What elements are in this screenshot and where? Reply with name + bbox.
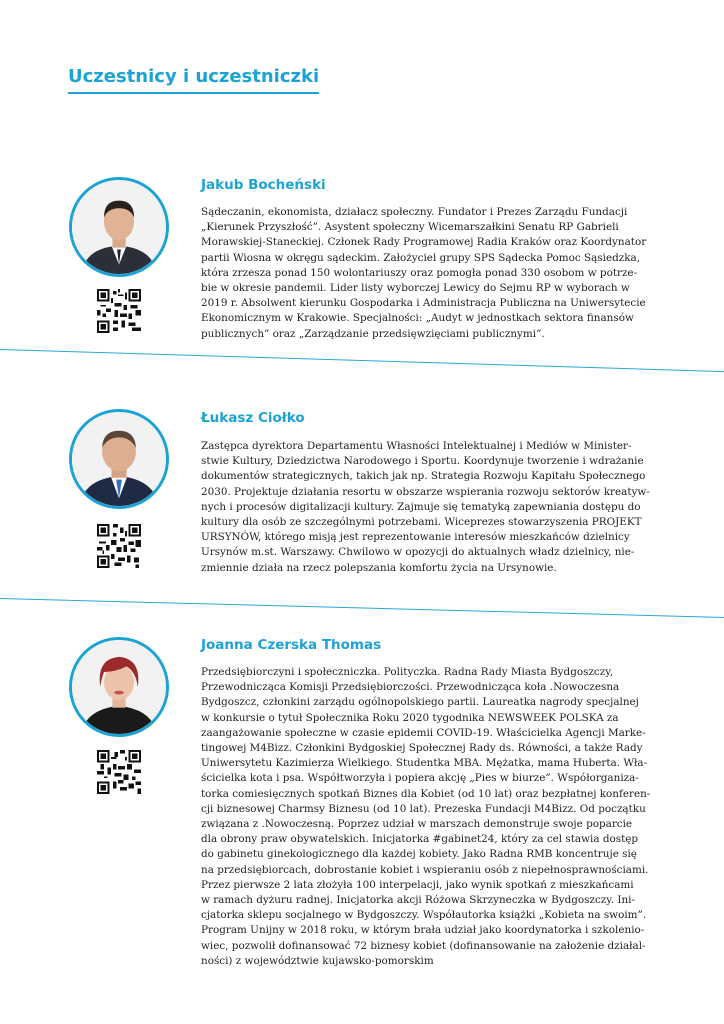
- avatar-photo: [69, 177, 169, 277]
- section-divider: [0, 349, 724, 373]
- participant-bio: Zastępca dyrektora Departamentu Własności Intelektualnej i Mediów w Minister- stwie Kultury, Dziedzictwa Narodowego i Sportu. Koordynuje tworzenie i wdrażanie dokumentów strategicznych, takich jak np. Strategia Rozwoju Kapitału Społecznego 2030. Projektuje działania resortu w obszarze wspierania rozwoju sektorów kreatyw- nych i procesów digitalizacji kultury. Zajmuje się tematyką zapewniania dostępu do kultury dla osób ze szczególnymi potrzebami. Wiceprezes stowarzyszenia PROJEKT URSYNÓW, którego misją jest reprezentowanie interesów mieszkańców dzielnicy Ursynów m.st. Warszawy. Chwilowo w opozycji do aktualnych władz dzielnicy, nie- zmiennie działa na rzecz polepszania komfortu życia na Ursynowie.: [201, 440, 650, 574]
- qr-code: [97, 524, 141, 568]
- participant-name: Łukasz Ciołko: [201, 410, 305, 426]
- participant-name: Joanna Czerska Thomas: [201, 637, 382, 653]
- section-divider: [0, 598, 724, 618]
- participant-bio: Sądeczanin, ekonomista, działacz społeczny. Fundator i Prezes Zarządu Fundacji „Kierunek Przyszłość”. Asystent społeczny Wicemarszałkini Senatu RP Gabrieli Morawskiej-Staneckiej. Członek Rady Programowej Radia Kraków oraz Koordynator partii Wiosna w okręgu sądeckim. Założyciel grupy SPS Sądecka Pomoc Sąsiedzka, która zrzesza ponad 150 wolontariuszy oraz pomogła ponad 330 osobom w potrze- bie w okresie pandemii. Lider listy wyborczej Lewicy do Sejmu RP w wyborach w 2019 r. Absolwent kierunku Gospodarka i Administracja Publiczna na Uniwersytecie Ekonomicznym w Krakowie. Specjalności: „Audyt w jednostkach sektora finansów publicznych” oraz „Zarządzanie przedsięwzięciami publicznymi”.: [201, 206, 647, 340]
- avatar-photo: [69, 409, 169, 509]
- qr-code: [97, 750, 141, 794]
- avatar-photo: [69, 637, 169, 737]
- participant-name: Jakub Bocheński: [201, 177, 326, 193]
- participant-bio: Przedsiębiorczyni i społeczniczka. Polityczka. Radna Rady Miasta Bydgoszczy, Przewodnicząca Komisji Przedsiębiorczości. Przewodnicząca koła .Nowoczesna Bydgoszcz, członkini zarządu ogólnopolskiego partii. Laureatka nagrody specjalnej w konkursie o tytuł Społecznika Roku 2020 tygodnika NEWSWEEK POLSKA za zaangażowanie społeczne w czasie epidemii COVID-19. Właścicielka Agencji Marke- tingowej M4Bizz. Członkini Bydgoskiej Społecznej Rady ds. Równości, a także Rady Uniwersytetu Kazimierza Wielkiego. Studentka MBA. Mężatka, mama Huberta. Wła- ścicielka kota i psa. Współtworzyła i popiera akcję „Pies w biurze”. Współorganiza- torka comiesięcznych spotkań Biznes dla Kobiet (od 10 lat) oraz bezpłatnej konferen- cji biznesowej Charmsy Biznesu (od 10 lat). Prezeska Fundacji M4Bizz. Od początku związana z .Nowoczesną. Poprzez udział w marszach demonstruje swoje poparcie dla obrony praw obywatelskich. Inicjatorka #gabinet24, który za cel stawia dostęp do gabinetu ginekologicznego dla każdej kobiety. Jako Radna RMB koncentruje się na przedsiębiorcach, dobrostanie kobiet i wspieraniu osób z niepełnosprawnościami. Przez pierwsze 2 lata złożyła 100 interpelacji, jako wynik spotkań z mieszkańcami w ramach dyżuru radnej. Inicjatorka akcji Różowa Skrzyneczka w Bydgoszczy. Ini- cjatorka sklepu socjalnego w Bydgoszczy. Współautorka książki „Kobieta na swoim”. Program Unijny w 2018 roku, w którym brała udział jako koordynatorka i szkolenio- wiec, pozwolił dofinansować 72 biznesy kobiet (dofinansowanie na założenie działal- ności) z województwie kujawsko-pomorskim: [201, 666, 651, 967]
- qr-code: [97, 289, 141, 333]
- section-title: Uczestnicy i uczestniczki: [68, 66, 319, 94]
